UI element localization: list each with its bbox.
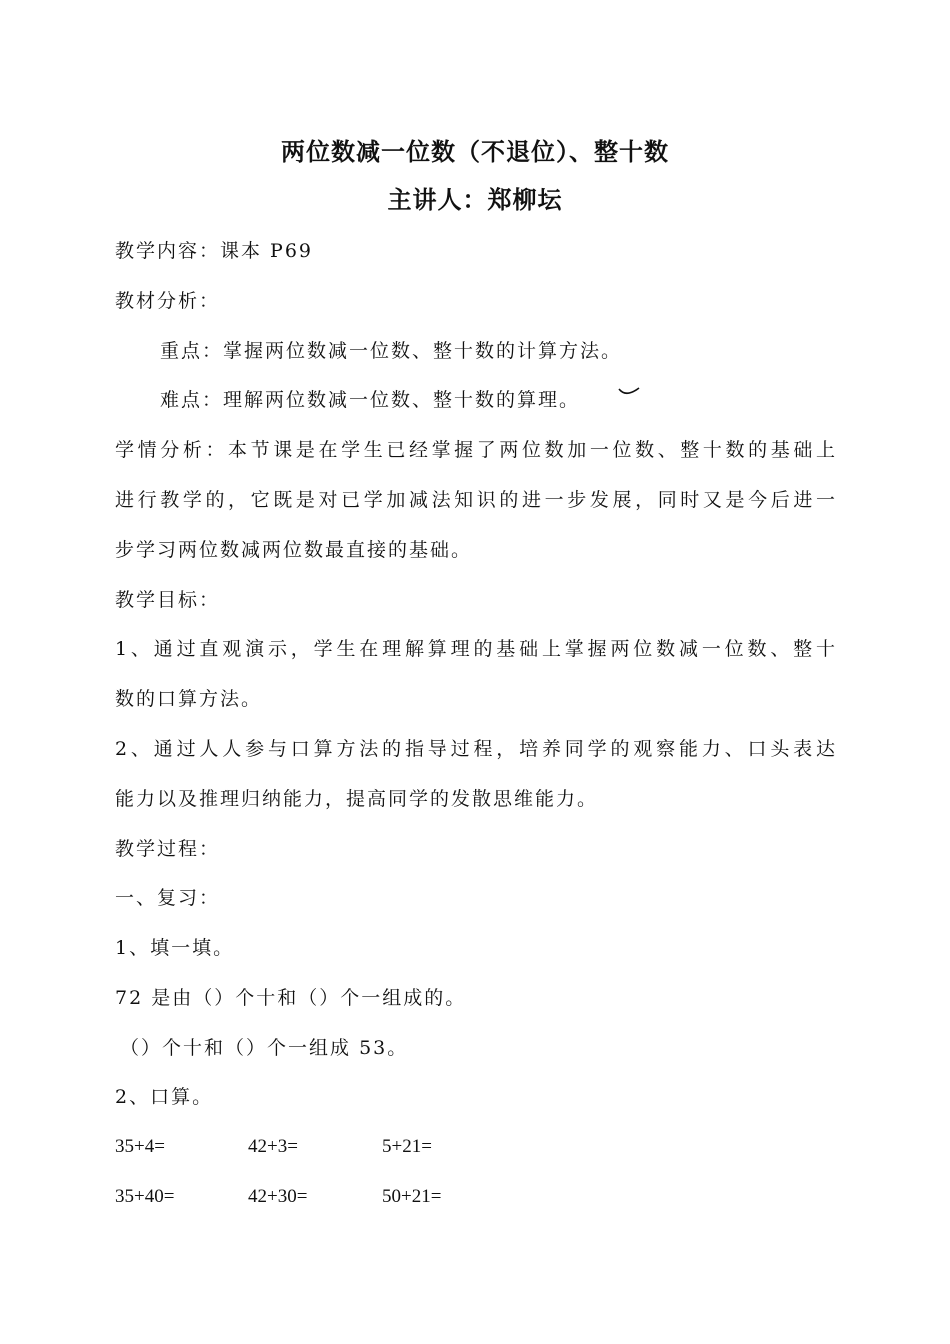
fill2-part-b: ）个十和（ — [141, 1037, 247, 1059]
oral-heading: 2、口算。 — [115, 1086, 214, 1108]
oral-item: 42+30= — [248, 1186, 308, 1207]
fill1-part-a: 72 是由（ — [115, 987, 215, 1009]
teaching-content: 教学内容：课本 P69 — [115, 240, 314, 262]
oral-item: 5+21= — [382, 1136, 432, 1157]
oral-item: 35+40= — [115, 1186, 175, 1207]
fill-sentence-2 — [120, 1033, 408, 1063]
goal2-line-2: 能力以及推理归纳能力，提高同学的发散思维能力。 — [115, 788, 599, 810]
fill1-part-b: ）个十和（ — [214, 987, 320, 1009]
oral-item: 35+4= — [115, 1136, 165, 1157]
goal2-line-1: 2、通过人人参与口算方法的指导过程，培养同学的观察能力、口头表达 — [115, 738, 835, 760]
oral-item: 42+3= — [248, 1136, 298, 1157]
goals-heading: 教学目标： — [115, 589, 221, 611]
fill-sentence-1 — [115, 983, 466, 1013]
goal1-line-2: 数的口算方法。 — [115, 688, 263, 710]
situation-line-2: 进行教学的，它既是对已学加减法知识的进一步发展，同时又是今后进一 — [115, 489, 835, 511]
analysis-heading: 教材分析： — [115, 290, 221, 312]
fill-heading: 1、填一填。 — [115, 937, 235, 959]
review-heading: 一、复习： — [115, 887, 221, 909]
key-point: 重点：掌握两位数减一位数、整十数的计算方法。 — [160, 340, 623, 362]
speaker-line: 主讲人：郑柳坛 — [387, 186, 563, 214]
fill2-part-c: ）个一组成 53。 — [246, 1037, 409, 1059]
situation-line-1: 学情分析：本节课是在学生已经掌握了两位数加一位数、整十数的基础上 — [115, 439, 835, 461]
oral-item: 50+21= — [382, 1186, 442, 1207]
process-heading: 教学过程： — [115, 838, 221, 860]
difficulty-point: 难点：理解两位数减一位数、整十数的算理。 — [160, 389, 581, 411]
check-mark-icon — [618, 386, 640, 398]
fill1-part-c: ）个一组成的。 — [319, 987, 467, 1009]
document-title: 两位数减一位数（不退位）、整十数 — [281, 138, 669, 166]
goal1-line-1: 1、通过直观演示，学生在理解算理的基础上掌握两位数减一位数、整十 — [115, 638, 835, 660]
fill2-part-a: （ — [120, 1037, 142, 1059]
situation-line-3: 步学习两位数减两位数最直接的基础。 — [115, 539, 473, 561]
